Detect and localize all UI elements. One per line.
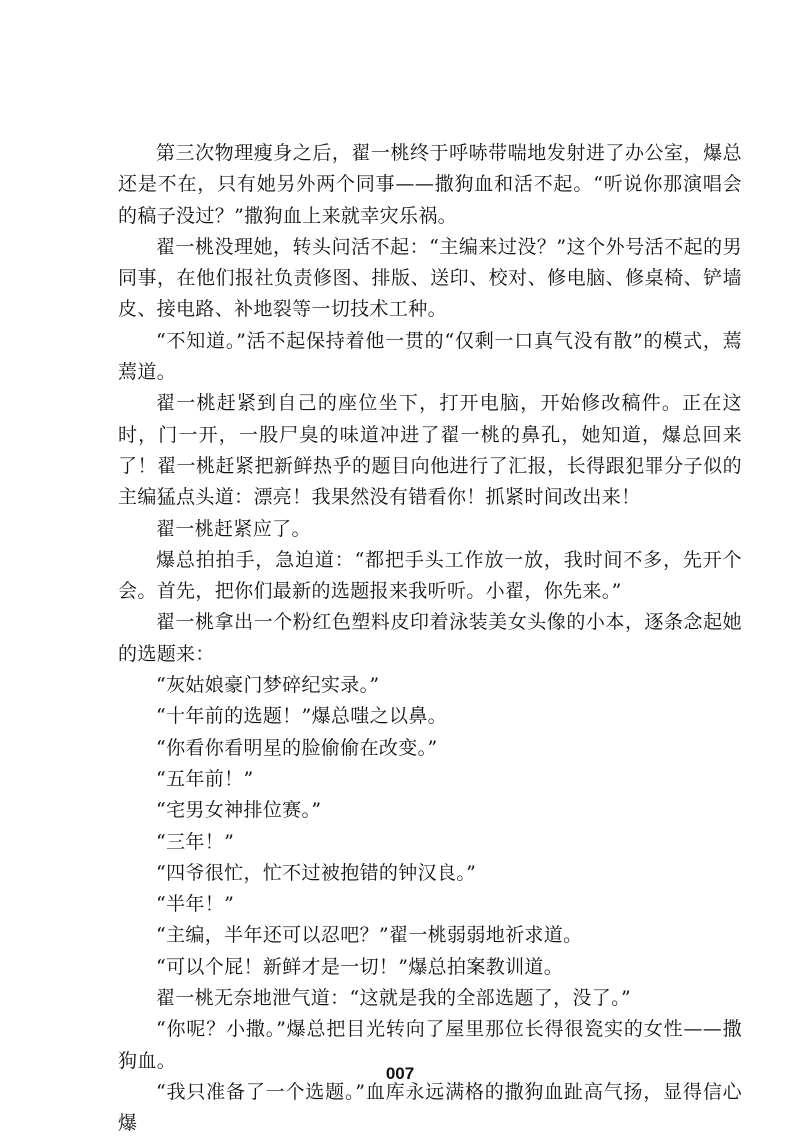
paragraph: 翟一桃无奈地泄气道：“这就是我的全部选题了，没了。” — [156, 987, 632, 1010]
paragraph: 第三次物理瘦身之后，翟一桃终于呼哧带喘地发射进了办公室，爆总还是不在，只有她另外两个同事——撒狗血和活不起。“听说你那演唱会的稿子没过？”撒狗血上来就幸灾乐祸。 — [118, 142, 742, 227]
page-number: 007 — [385, 1064, 415, 1083]
paragraph: “三年！” — [156, 830, 235, 853]
paragraph: “灰姑娘豪门梦碎纪实录。” — [156, 674, 380, 697]
paragraph: “你呢？小撒。”爆总把目光转向了屋里那位长得很瓷实的女性——撒狗血。 — [118, 1018, 742, 1072]
body-text — [118, 138, 742, 1140]
paragraph: 翟一桃赶紧应了。 — [156, 517, 311, 540]
paragraph: “半年！” — [156, 893, 235, 916]
paragraph: “四爷很忙，忙不过被抱错的钟汉良。” — [156, 861, 477, 884]
paragraph: 翟一桃没理她，转头问活不起：“主编来过没？”这个外号活不起的男同事，在他们报社负责修图、排版、送印、校对、修电脑、修桌椅、铲墙皮、接电路、补地裂等一切技术工种。 — [118, 235, 742, 321]
paragraph: “十年前的选题！”爆总嗤之以鼻。 — [156, 705, 448, 728]
paragraph: 爆总拍拍手，急迫道：“都把手头工作放一放，我时间不多，先开个会。首先，把你们最新的选题报来我听听。小翟，你先来。” — [118, 548, 742, 603]
paragraph: “五年前！” — [156, 767, 254, 790]
paragraph: “主编，半年还可以忍吧？”翟一桃弱弱地祈求道。 — [156, 924, 583, 947]
paragraph: 翟一桃赶紧到自己的座位坐下，打开电脑，开始修改稿件。正在这时，门一开，一股尸臭的味道冲进了翟一桃的鼻孔，她知道，爆总回来了！翟一桃赶紧把新鲜热乎的题目向他进行了汇报，长得跟犯罪分子似的主编猛点头道：漂亮！我果然没有错看你！抓紧时间改出来！ — [118, 392, 742, 509]
paragraph: “你看你看明星的脸偷偷在改变。” — [156, 736, 438, 759]
paragraph: “宅男女神排位赛。” — [156, 799, 322, 822]
paragraph: “可以个屁！新鲜才是一切！”爆总拍案教训道。 — [156, 955, 564, 978]
paragraph: 翟一桃拿出一个粉红色塑料皮印着泳装美女头像的小本，逐条念起她的选题来： — [118, 611, 742, 665]
paragraph: “不知道。”活不起保持着他一贯的“仅剩一口真气没有散”的模式，蔫蔫道。 — [118, 329, 742, 384]
paragraph: “我只准备了一个选题。”血库永远满格的撒狗血趾高气扬，显得信心爆 — [118, 1080, 742, 1135]
